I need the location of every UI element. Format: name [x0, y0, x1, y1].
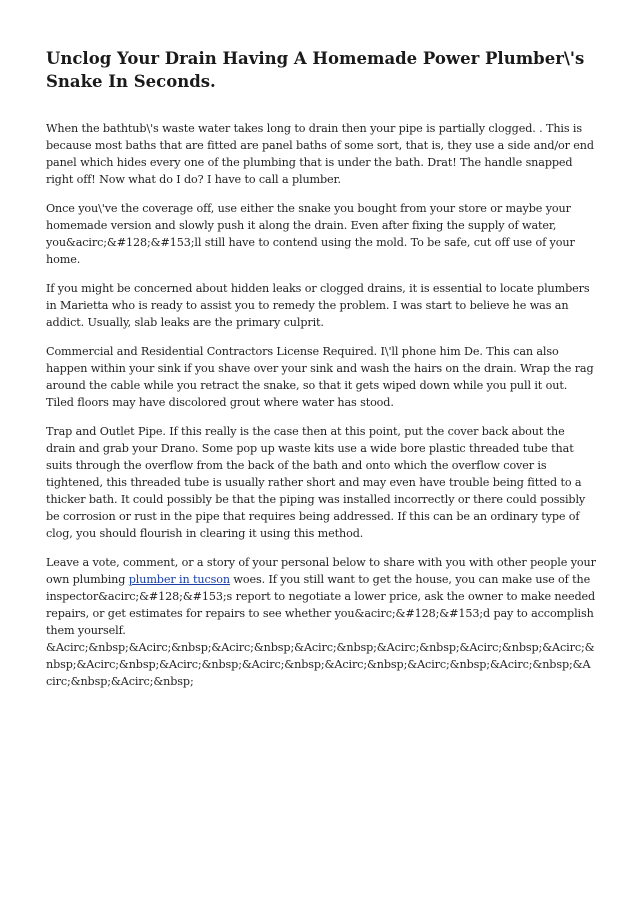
paragraph-2: Once you\'ve the coverage off, use either the snake you bought from your store or maybe your homemade version and slowly push it along the drain. Even after fixing the supply of water, you&acirc;&#128;&#153;ll still have to contend using the mold. To be safe, cut off use of your home.	[46, 202, 575, 266]
paragraph-6	[46, 554, 596, 690]
document-page	[46, 47, 596, 702]
paragraph-6-trailing-entities: &Acirc;&nbsp;&Acirc;&nbsp;&Acirc;&nbsp;&Acirc;&nbsp;&Acirc;&nbsp;&Acirc;&nbsp;&Acirc;&nbsp;&Acirc;&nbsp;&Acirc;&nbsp;&Acirc;&nbsp;&Acirc;&nbsp;&Acirc;&nbsp;&Acirc;&nbsp;&Acirc;&nbsp;&Acirc;&nbsp;	[46, 641, 595, 688]
paragraph-3: If you might be concerned about hidden leaks or clogged drains, it is essential to locate plumbers in Marietta who is ready to assist you to remedy the problem. I was start to believe he was an addict. Usually, slab leaks are the primary culprit.	[46, 282, 590, 329]
plumber-in-tucson-link[interactable]: plumber in tucson	[128, 573, 230, 586]
document-title: Unclog Your Drain Having A Homemade Power Plumber\'s Snake In Seconds.	[46, 49, 585, 91]
paragraph-6-before-link: Leave a vote, comment, or a story of your personal below to share with you with other people your own plumbing	[46, 556, 596, 586]
paragraph-5: Trap and Outlet Pipe. If this really is the case then at this point, put the cover back about the drain and grab your Drano. Some pop up waste kits use a wide bore plastic threaded tube that suits through the overflow from the back of the bath and onto which the overflow cover is tightened, this threaded tube is usually rather short and may even have trouble being fitted to a thicker bath. It could possibly be that the piping was installed incorrectly or there could possibly be corrosion or rust in the pipe that requires being addressed. If this can be an ordinary type of clog, you should flourish in clearing it using this method.	[46, 425, 586, 540]
paragraph-6-after-link: woes. If you still want to get the house, you can make use of the inspector&acirc;&#128;&#153;s report to negotiate a lower price, ask the owner to make needed repairs, or get estimates for repairs to see whether you&acirc;&#128;&#153;d pay to accomplish them yourself.	[46, 573, 596, 637]
paragraph-4: Commercial and Residential Contractors License Required. I\'ll phone him De. This can also happen within your sink if you shave over your sink and wash the hairs on the drain. Wrap the rag around the cable while you retract the snake, so that it gets wiped down while you pull it out. Tiled floors may have discolored grout where water has stood.	[46, 345, 594, 409]
paragraph-1: When the bathtub\'s waste water takes long to drain then your pipe is partially clogged. . This is because most baths that are fitted are panel baths of some sort, that is, they use a side and/or end panel which hides every one of the plumbing that is under the bath. Drat! The handle snapped right off! Now what do I do? I have to call a plumber.	[46, 122, 594, 186]
